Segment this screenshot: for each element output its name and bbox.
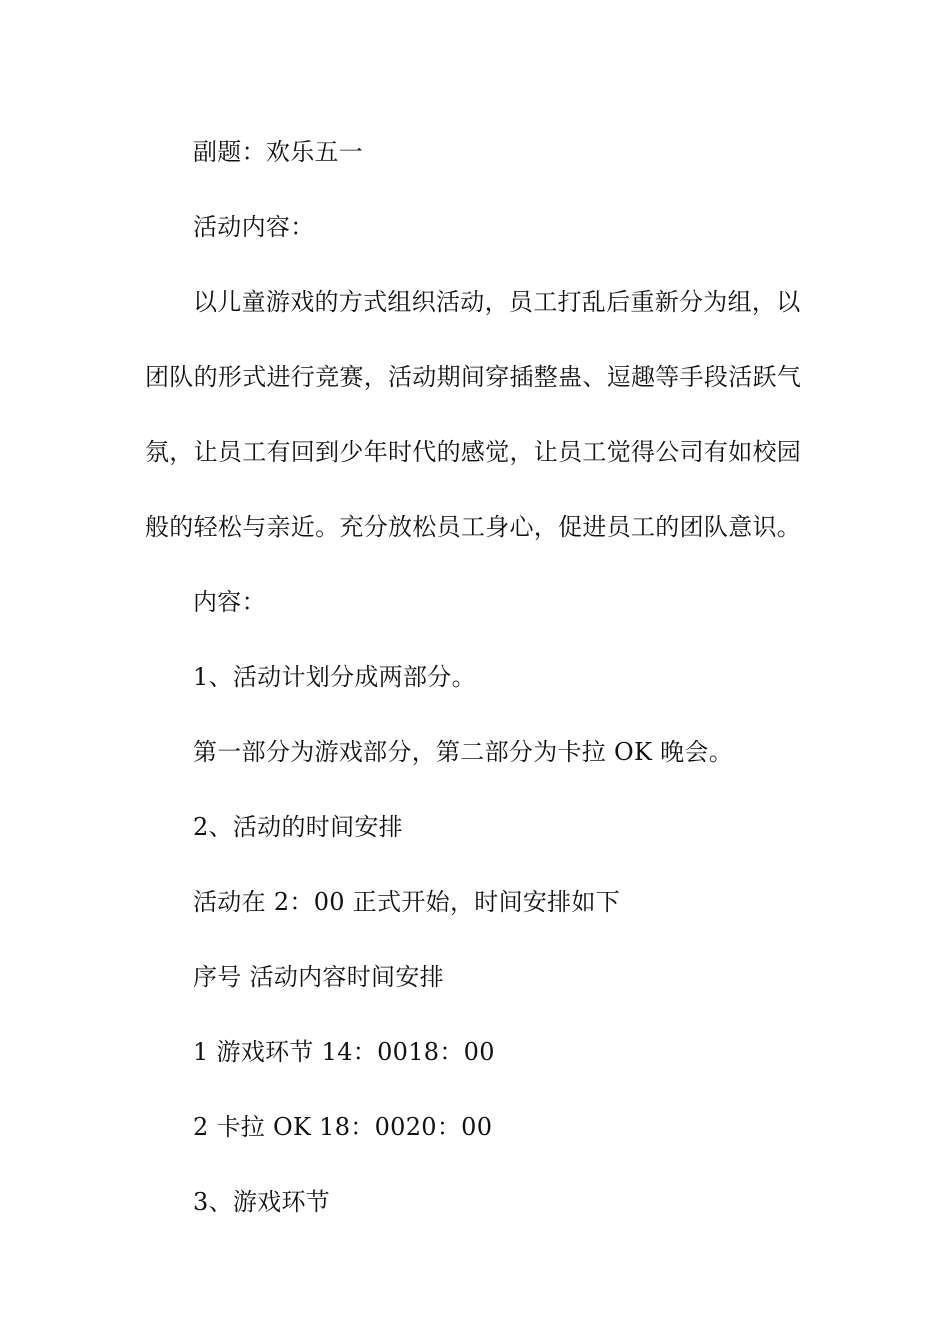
item-1-line: 1、活动计划分成两部分。 <box>193 663 476 691</box>
content-heading: 内容： <box>193 588 266 616</box>
paragraph-line-3: 氛，让员工有回到少年时代的感觉，让员工觉得公司有如校园 <box>145 438 802 466</box>
paragraph-line-2: 团队的形式进行竞赛，活动期间穿插整蛊、逗趣等手段活跃气 <box>145 363 802 391</box>
schedule-header-line: 序号 活动内容时间安排 <box>193 963 444 991</box>
paragraph-line-4: 般的轻松与亲近。充分放松员工身心，促进员工的团队意识。 <box>145 513 802 541</box>
parts-description-line: 第一部分为游戏部分，第二部分为卡拉 OK 晚会。 <box>193 738 734 766</box>
paragraph-line-1: 以儿童游戏的方式组织活动，员工打乱后重新分为组，以 <box>193 288 801 316</box>
schedule-row-2: 2 卡拉 OK 18：0020：00 <box>193 1113 493 1141</box>
item-3-line: 3、游戏环节 <box>193 1188 331 1216</box>
activity-content-heading: 活动内容： <box>193 213 315 241</box>
schedule-row-1: 1 游戏环节 14：0018：00 <box>193 1038 495 1066</box>
subtitle-line: 副题：欢乐五一 <box>193 138 364 166</box>
start-time-line: 活动在 2：00 正式开始，时间安排如下 <box>193 888 621 916</box>
item-2-line: 2、活动的时间安排 <box>193 813 403 841</box>
